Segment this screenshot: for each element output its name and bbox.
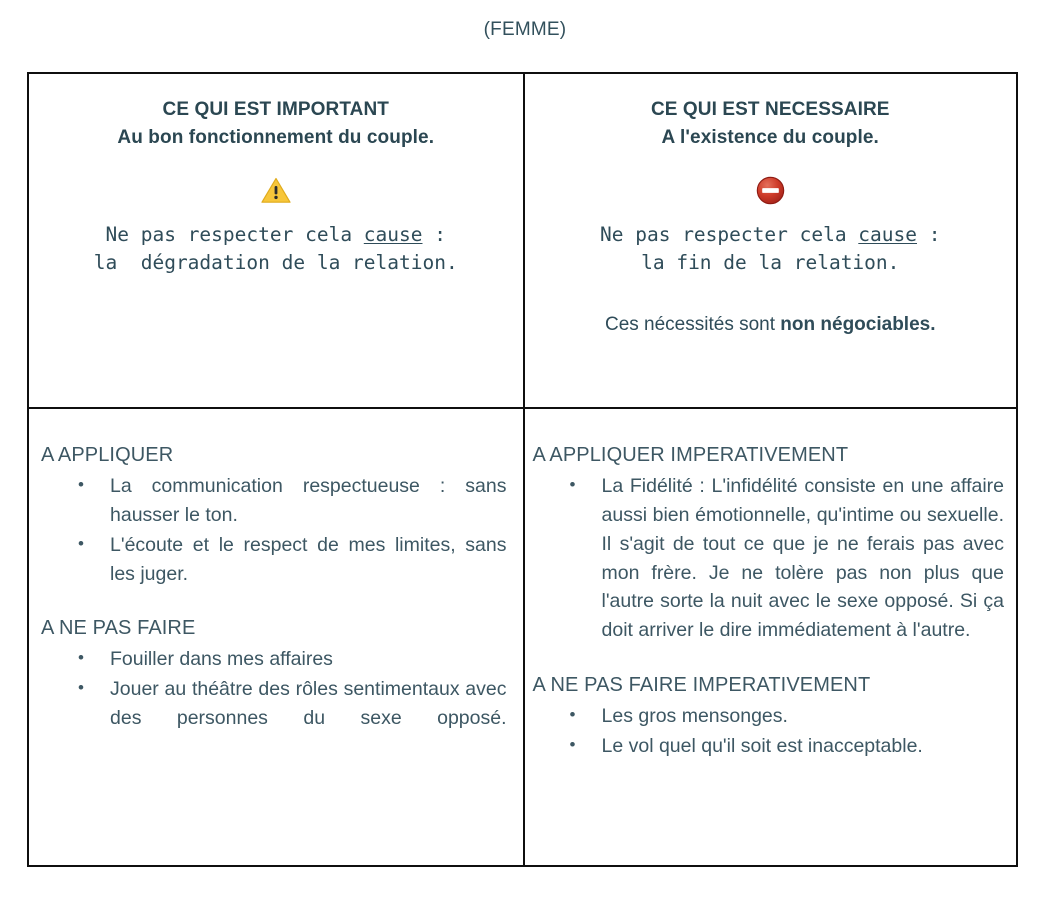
consequence-prefix: Ne pas respecter cela bbox=[600, 223, 859, 247]
list-item bbox=[533, 472, 1007, 645]
list-appliquer bbox=[41, 472, 509, 588]
comparison-table bbox=[27, 72, 1018, 867]
important-heading-line1: CE QUI EST IMPORTANT bbox=[162, 99, 389, 120]
list-item bbox=[533, 732, 1007, 761]
list-appliquer-imperativement bbox=[533, 472, 1007, 645]
list-item bbox=[41, 531, 509, 589]
list-item bbox=[41, 675, 509, 733]
list-item-text: Jouer au théâtre des rôles sentimentaux avec des personnes du sexe opposé. bbox=[110, 678, 507, 730]
section-heading-ne-pas-faire: A NE PAS FAIRE bbox=[41, 617, 196, 640]
important-consequence bbox=[45, 221, 507, 278]
list-item-text: La communication respectueuse : sans hausser le ton. bbox=[110, 475, 507, 526]
consequence-prefix: Ne pas respecter cela bbox=[105, 223, 364, 247]
warning-triangle-icon bbox=[45, 173, 507, 207]
list-ne-pas-faire-imperativement bbox=[533, 702, 1007, 761]
important-heading-line2: Au bon fonctionnement du couple. bbox=[117, 126, 435, 148]
list-item bbox=[533, 702, 1007, 731]
list-item-text: Fouiller dans mes affaires bbox=[110, 648, 333, 671]
table-row-headers bbox=[29, 74, 1016, 407]
list-item-text: Le vol quel qu'il soit est inacceptable. bbox=[601, 735, 923, 758]
necessaire-heading-line1: CE QUI EST NECESSAIRE bbox=[650, 99, 890, 120]
cell-necessaire-details bbox=[523, 409, 1017, 865]
note-bold: non négociables. bbox=[780, 313, 936, 335]
list-item bbox=[41, 472, 509, 530]
consequence-suffix: : bbox=[917, 223, 941, 247]
list-item bbox=[41, 645, 509, 674]
no-entry-icon bbox=[541, 173, 1001, 207]
necessaire-consequence bbox=[541, 221, 1001, 278]
note-prefix: Ces nécessités sont bbox=[604, 313, 781, 335]
cell-important-header bbox=[29, 74, 523, 407]
section-heading-appliquer-imperativement: A APPLIQUER IMPERATIVEMENT bbox=[532, 444, 849, 466]
page-title: (FEMME) bbox=[483, 19, 567, 40]
cell-important-details bbox=[29, 409, 523, 865]
list-item-text: L'écoute et le respect de mes limites, sans les juger. bbox=[110, 533, 507, 585]
table-row-details bbox=[29, 407, 1016, 865]
necessaire-heading-line2: A l'existence du couple. bbox=[661, 126, 879, 148]
consequence-underlined: cause bbox=[363, 223, 423, 247]
list-item-text: La Fidélité : L'infidélité consiste en une affaire aussi bien émotionnelle, qu'intime ou sexuelle. Il s'agit de tout ce que je ne ferais pas avec mon frère. Je ne tolère pas non plus que l'autre sorte la nuit avec le sexe opposé. Si ça doit arriver le dire immédiatement à l'autre. bbox=[601, 475, 1004, 642]
consequence-line2: la dégradation de la relation. bbox=[93, 251, 458, 275]
consequence-suffix: : bbox=[422, 223, 446, 247]
section-heading-ne-pas-faire-imperativement: A NE PAS FAIRE IMPERATIVEMENT bbox=[532, 674, 871, 697]
cell-necessaire-header bbox=[523, 74, 1017, 407]
consequence-underlined: cause bbox=[858, 223, 917, 247]
necessaire-note bbox=[541, 314, 1001, 336]
consequence-line2: la fin de la relation. bbox=[641, 251, 900, 275]
list-item-text: Les gros mensonges. bbox=[601, 705, 788, 728]
list-ne-pas-faire bbox=[41, 645, 509, 733]
section-heading-appliquer: A APPLIQUER bbox=[41, 444, 174, 466]
